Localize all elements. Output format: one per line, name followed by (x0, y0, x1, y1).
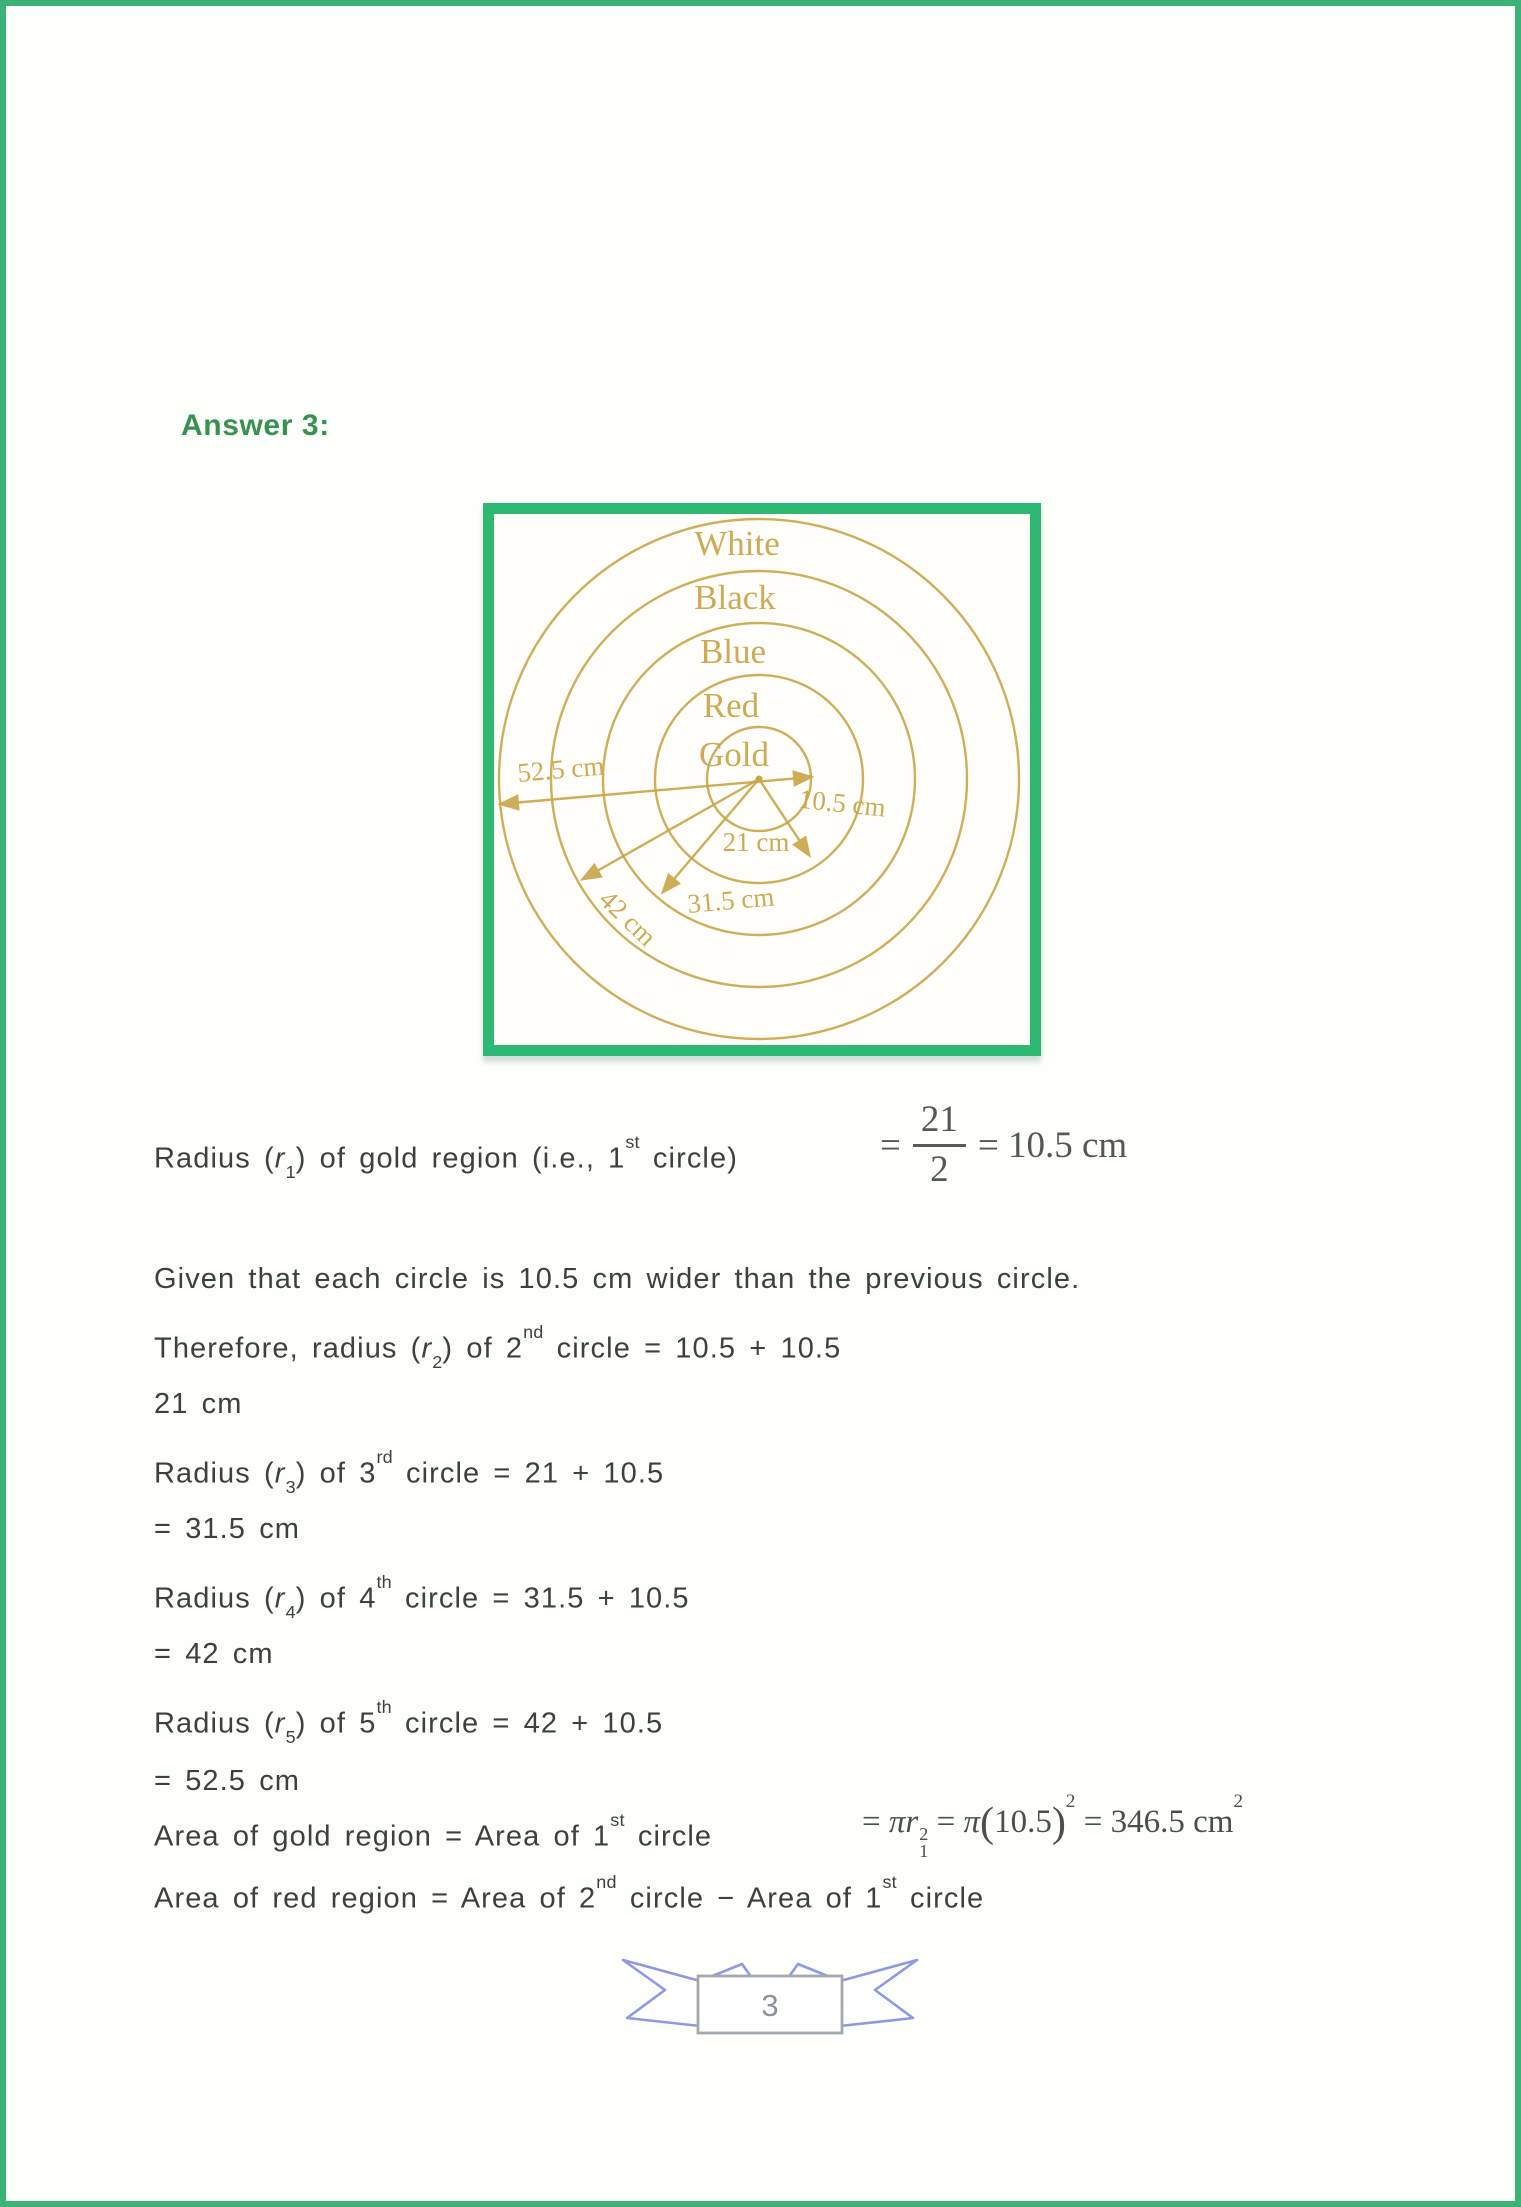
text-line: Radius $(r_5)$ of 5th circle = 42 + 10.5 (154, 1697, 664, 1748)
radius-label-10-5: 10.5 cm (797, 783, 888, 823)
text-line: Area of red region = Area of 2nd circle − Area of 1st circle (154, 1872, 985, 1915)
text-line: Radius $(r_4)$ of 4th circle = 31.5 + 10.5 (154, 1572, 690, 1623)
text-line: Given that each circle is 10.5 cm wider than the previous circle. (154, 1263, 1081, 1295)
radius-label-52-5: 52.5 cm (516, 750, 606, 788)
region-label-white: White (694, 524, 780, 564)
page-number-ribbon (614, 1951, 926, 2051)
text-line: Area of gold region = Area of 1st circle (154, 1810, 713, 1853)
gold-radius-formula (880, 1089, 1127, 1201)
radius-label-21: 21 cm (722, 827, 790, 858)
text-line: = 31.5 cm (154, 1513, 301, 1545)
text-line: = 42 cm (154, 1638, 274, 1670)
region-label-gold: Gold (699, 735, 769, 775)
page-number: 3 (761, 1988, 779, 2024)
concentric-circles-drawing (494, 514, 1030, 1045)
radius-label-42: 42 cm (593, 884, 663, 952)
text-line: = 52.5 cm (154, 1765, 301, 1797)
region-label-black: Black (694, 578, 776, 618)
answer-heading: Answer 3: (181, 409, 330, 442)
ribbon-left-tail (623, 1960, 700, 2026)
ribbon-right-tail (840, 1960, 917, 2026)
text-line: Radius $(r_3)$ of 3rd circle = 21 + 10.5 (154, 1447, 665, 1498)
text-line: 21 cm (154, 1388, 243, 1420)
region-label-blue: Blue (699, 632, 767, 672)
radius-label-31-5: 31.5 cm (686, 881, 776, 919)
fraction-21-over-2: $\frac{21}{2}$ (913, 1100, 966, 1190)
region-label-red: Red (702, 686, 760, 726)
gold-area-formula: = πr 2 1 = $\pi(10.5)^2 = 346.5$ $cm^2$ (862, 1791, 1243, 1862)
fraction-result: = 10.5 cm (977, 1124, 1128, 1166)
r1-squared-script: 2 1 (919, 1823, 929, 1862)
text-line: Therefore, radius $(r_2)$ of 2nd circle = 10.5 + 10.5 (154, 1322, 842, 1373)
text-line: Radius $(r_1)$ of gold region (i.e., 1st circle) (154, 1132, 738, 1183)
equals-sign: = (880, 1124, 901, 1166)
target-figure (483, 503, 1041, 1056)
